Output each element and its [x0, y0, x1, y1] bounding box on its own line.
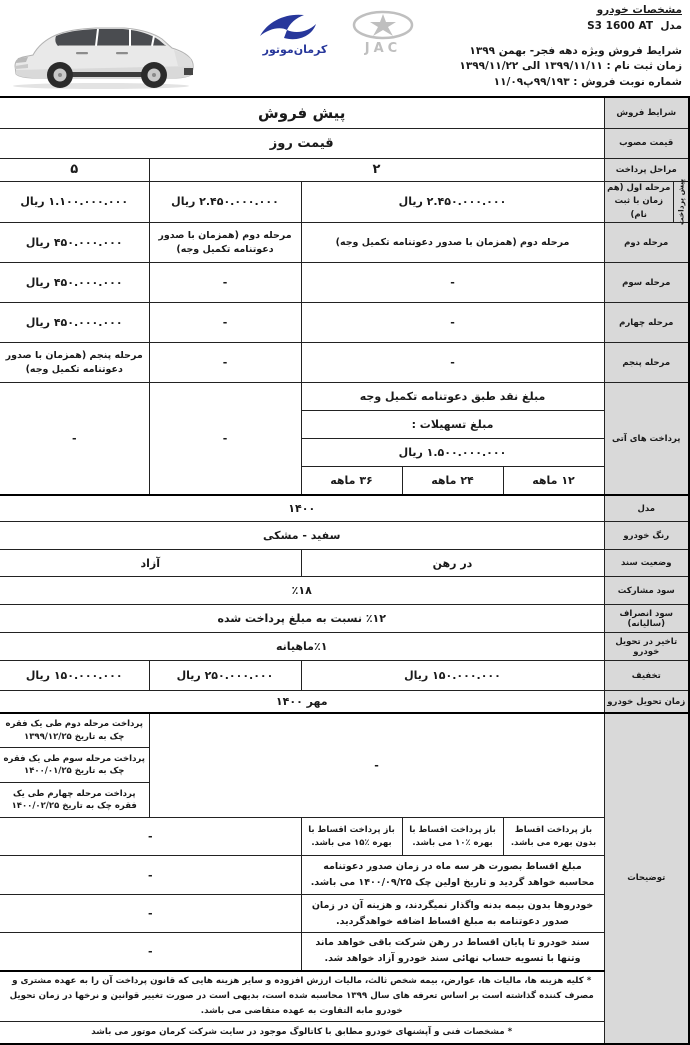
stage5-dash-mid: - [149, 343, 301, 383]
table-row [0, 263, 689, 303]
stages-count-5: ۵ [0, 158, 149, 181]
table-row [0, 495, 689, 522]
table-row [0, 522, 689, 550]
facility-amount-value: ۱.۵۰۰.۰۰۰.۰۰۰ ریال [301, 439, 604, 467]
check-note-stage3: پرداخت مرحله سوم طی یک فقره چک به تاریخ ۱۴۰۰/۰۱/۲۵ [0, 748, 149, 783]
table-row [0, 181, 689, 223]
table-row [0, 933, 689, 971]
model-line: مدل S3 1600 AT [422, 19, 682, 35]
document-header [0, 0, 690, 96]
future-dash-left: - [0, 383, 149, 495]
table-row [0, 223, 689, 263]
document-status-free: آزاد [0, 550, 301, 577]
insurance-dash: - [0, 895, 301, 933]
table-row [0, 577, 689, 605]
discount-plan2: ۱۵۰.۰۰۰.۰۰۰ ریال [301, 661, 604, 691]
stage4-dash-mid: - [149, 303, 301, 343]
stage3-dash-mid: - [149, 263, 301, 303]
row-label-cancellation-profit: سود انصراف (سالیانه) [604, 605, 689, 633]
stage2-value-mid: مرحله دوم (همزمان با صدور دعوتنامه تکمیل وجه) [149, 223, 301, 263]
row-label-approved-price: قیمت مصوب [604, 128, 689, 158]
table-row [0, 303, 689, 343]
discount-mid: ۲۵۰.۰۰۰.۰۰۰ ریال [149, 661, 301, 691]
table-row [0, 691, 689, 713]
discount-plan5: ۱۵۰.۰۰۰.۰۰۰ ریال [0, 661, 149, 691]
row-label-document-status: وضعیت سند [604, 550, 689, 577]
cancellation-profit-value: ٪۱۲ نسبت به مبلغ پرداخت شده [0, 605, 604, 633]
repayment-12-note: باز پرداخت اقساط بدون بهره می باشد. [503, 818, 604, 856]
prepayment-rotated-label: پیش پرداخت [673, 182, 688, 223]
installment-dash: - [0, 856, 301, 895]
table-row [0, 856, 689, 895]
row-label-stage4: مرحله چهارم [604, 303, 689, 343]
insurance-note: خودروها بدون بیمه بدنه واگذار نمیگردند، و هزینه آن در زمان صدور دعوتنامه به مبلغ اقساط اضافه خواهدگردید. [301, 895, 604, 933]
stage1-value-mid: ۲.۴۵۰.۰۰۰.۰۰۰ ریال [149, 181, 301, 223]
term-24-month: ۲۴ ماهه [402, 467, 503, 495]
header-text-block [422, 3, 682, 91]
table-row [0, 633, 689, 661]
row-label-model: مدل [604, 495, 689, 522]
check-note-stage4: پرداخت مرحله چهارم طی یک فقره چک به تاریخ ۱۴۰۰/۰۲/۲۵ [0, 783, 149, 818]
stage2-value-plan5: ۴۵۰.۰۰۰.۰۰۰ ریال [0, 223, 149, 263]
stage1-value-plan5: ۱.۱۰۰.۰۰۰.۰۰۰ ریال [0, 181, 149, 223]
kerman-motor-logo [256, 12, 334, 58]
table-row [0, 158, 689, 181]
specs-title: مشخصات خودرو [596, 4, 682, 16]
stage5-value-plan5: مرحله پنجم (همزمان با صدور دعوتنامه تکمیل وجه) [0, 343, 149, 383]
row-label-stage5: مرحله پنجم [604, 343, 689, 383]
stage1-value-plan2: ۲.۴۵۰.۰۰۰.۰۰۰ ریال [301, 181, 604, 223]
model-year-value: ۱۴۰۰ [0, 495, 604, 522]
delivery-delay-value: ٪۱ماهیانه [0, 633, 604, 661]
model-value: S3 1600 AT [587, 19, 653, 32]
row-label-payment-stages: مراحل پرداخت [604, 158, 689, 181]
sale-turn-number-line: شماره نوبت فروش : ۹۹/۱۹۳پ۱۱/۰۹ [493, 76, 682, 88]
document-mortgage-note: سند خودرو تا پایان اقساط در رهن شرکت باقی خواهد ماند وتنها با تسویه حساب نهائی سند خودرو آزاد خواهد شد. [301, 933, 604, 971]
participation-profit-value: ٪۱۸ [0, 577, 604, 605]
table-row [0, 895, 689, 933]
sale-conditions-table [0, 96, 690, 1045]
table-row [0, 661, 689, 691]
repayment-24-note: باز پرداخت اقساط با بهره ٪۱۰ می باشد. [402, 818, 503, 856]
car-image [6, 12, 196, 92]
table-row [0, 383, 689, 411]
table-row [0, 343, 689, 383]
table-row [0, 1022, 689, 1044]
stage4-value-plan5: ۴۵۰.۰۰۰.۰۰۰ ریال [0, 303, 149, 343]
row-label-color: رنگ خودرو [604, 522, 689, 550]
table-row [0, 605, 689, 633]
row-label-stage2: مرحله دوم [604, 223, 689, 263]
facility-amount-label: مبلغ تسهیلات : [301, 411, 604, 439]
row-label-discount: تخفیف [604, 661, 689, 691]
row-label-participation-profit: سود مشارکت [604, 577, 689, 605]
stage3-value-plan5: ۴۵۰.۰۰۰.۰۰۰ ریال [0, 263, 149, 303]
row-label-notes: توضیحات [604, 713, 689, 1044]
registration-period-line: زمان ثبت نام : ۱۳۹۹/۱۱/۱۱ الی ۱۳۹۹/۱۱/۲۲ [459, 60, 682, 73]
stages-count-2: ۲ [149, 158, 604, 181]
future-dash-mid: - [149, 383, 301, 495]
table-row [0, 97, 689, 128]
catalog-specs-note: * مشخصات فنی و آپشنهای خودرو مطابق با کاتالوگ موجود در سایت شرکت کرمان موتور می باشد [0, 1022, 604, 1044]
future-cash-note: مبلغ نقد طبق دعوتنامه تکمیل وجه [301, 383, 604, 411]
jac-logo [340, 10, 426, 56]
document-status-mortgaged: در رهن [301, 550, 604, 577]
table-row [0, 818, 689, 856]
table-row [0, 550, 689, 577]
kerman-motor-wordmark: کرمان‌موتور [262, 43, 328, 56]
term-36-month: ۳۶ ماهه [301, 467, 402, 495]
row-label-sale-terms: شرایط فروش [604, 97, 689, 128]
table-row [0, 128, 689, 158]
stage5-dash: - [301, 343, 604, 383]
table-row [0, 713, 689, 748]
row-label-delivery-time: زمان تحویل خودرو [604, 691, 689, 713]
row-label-delivery-delay: تاخیر در تحویل خودرو [604, 633, 689, 661]
document-dash: - [0, 933, 301, 971]
delivery-time-value: مهر ۱۴۰۰ [0, 691, 604, 713]
term-12-month: ۱۲ ماهه [503, 467, 604, 495]
check-note-stage2: پرداخت مرحله دوم طی یک فقره چک به تاریخ ۱۳۹۹/۱۲/۲۵ [0, 713, 149, 748]
row-label-future-payments: پرداخت های آتی [604, 383, 689, 495]
sale-conditions-line: شرایط فروش ویژه دهه فجر- بهمن ۱۳۹۹ [469, 44, 682, 57]
approved-price-value: قیمت روز [0, 128, 604, 158]
repayment-36-note: باز پرداخت اقساط با بهره ٪۱۵ می باشد. [301, 818, 402, 856]
repayment-dash: - [0, 818, 301, 856]
color-value: سفید - مشکی [0, 522, 604, 550]
table-row [0, 971, 689, 1022]
costs-disclaimer-note: * کلیه هزینه ها، مالیات ها، عوارض، بیمه شخص ثالث، مالیات ارزش افزوده و سایر هزینه هایی که قانون پرداخت آن را به عهده مشتری و مصرف کننده گذاشته است بر اساس تعرفه های سال ۱۳۹۹ محاسبه شده است، بدیهی است در صورت تغییر قوانین و نرخها در زمان تحویل خودرو مابه التفاوت به عهده متقاضی می باشد. [0, 971, 604, 1022]
stage4-dash: - [301, 303, 604, 343]
stage2-value-plan2: مرحله دوم (همزمان با صدور دعوتنامه تکمیل وجه) [301, 223, 604, 263]
row-label-stage3: مرحله سوم [604, 263, 689, 303]
sale-type-value: پیش فروش [0, 97, 604, 128]
stage3-dash: - [301, 263, 604, 303]
row-label-stage1: پیش پرداخت مرحله اول (هم زمان با ثبت نام) [604, 181, 689, 223]
notes-dash-main: - [149, 713, 604, 818]
jac-wordmark: JAC [364, 41, 402, 56]
installment-calc-note: مبلغ اقساط بصورت هر سه ماه در زمان صدور دعوتنامه محاسبه خواهد گردید و تاریخ اولین چک ۱۴۰۰/۰۹/۲۵ می باشد. [301, 856, 604, 895]
